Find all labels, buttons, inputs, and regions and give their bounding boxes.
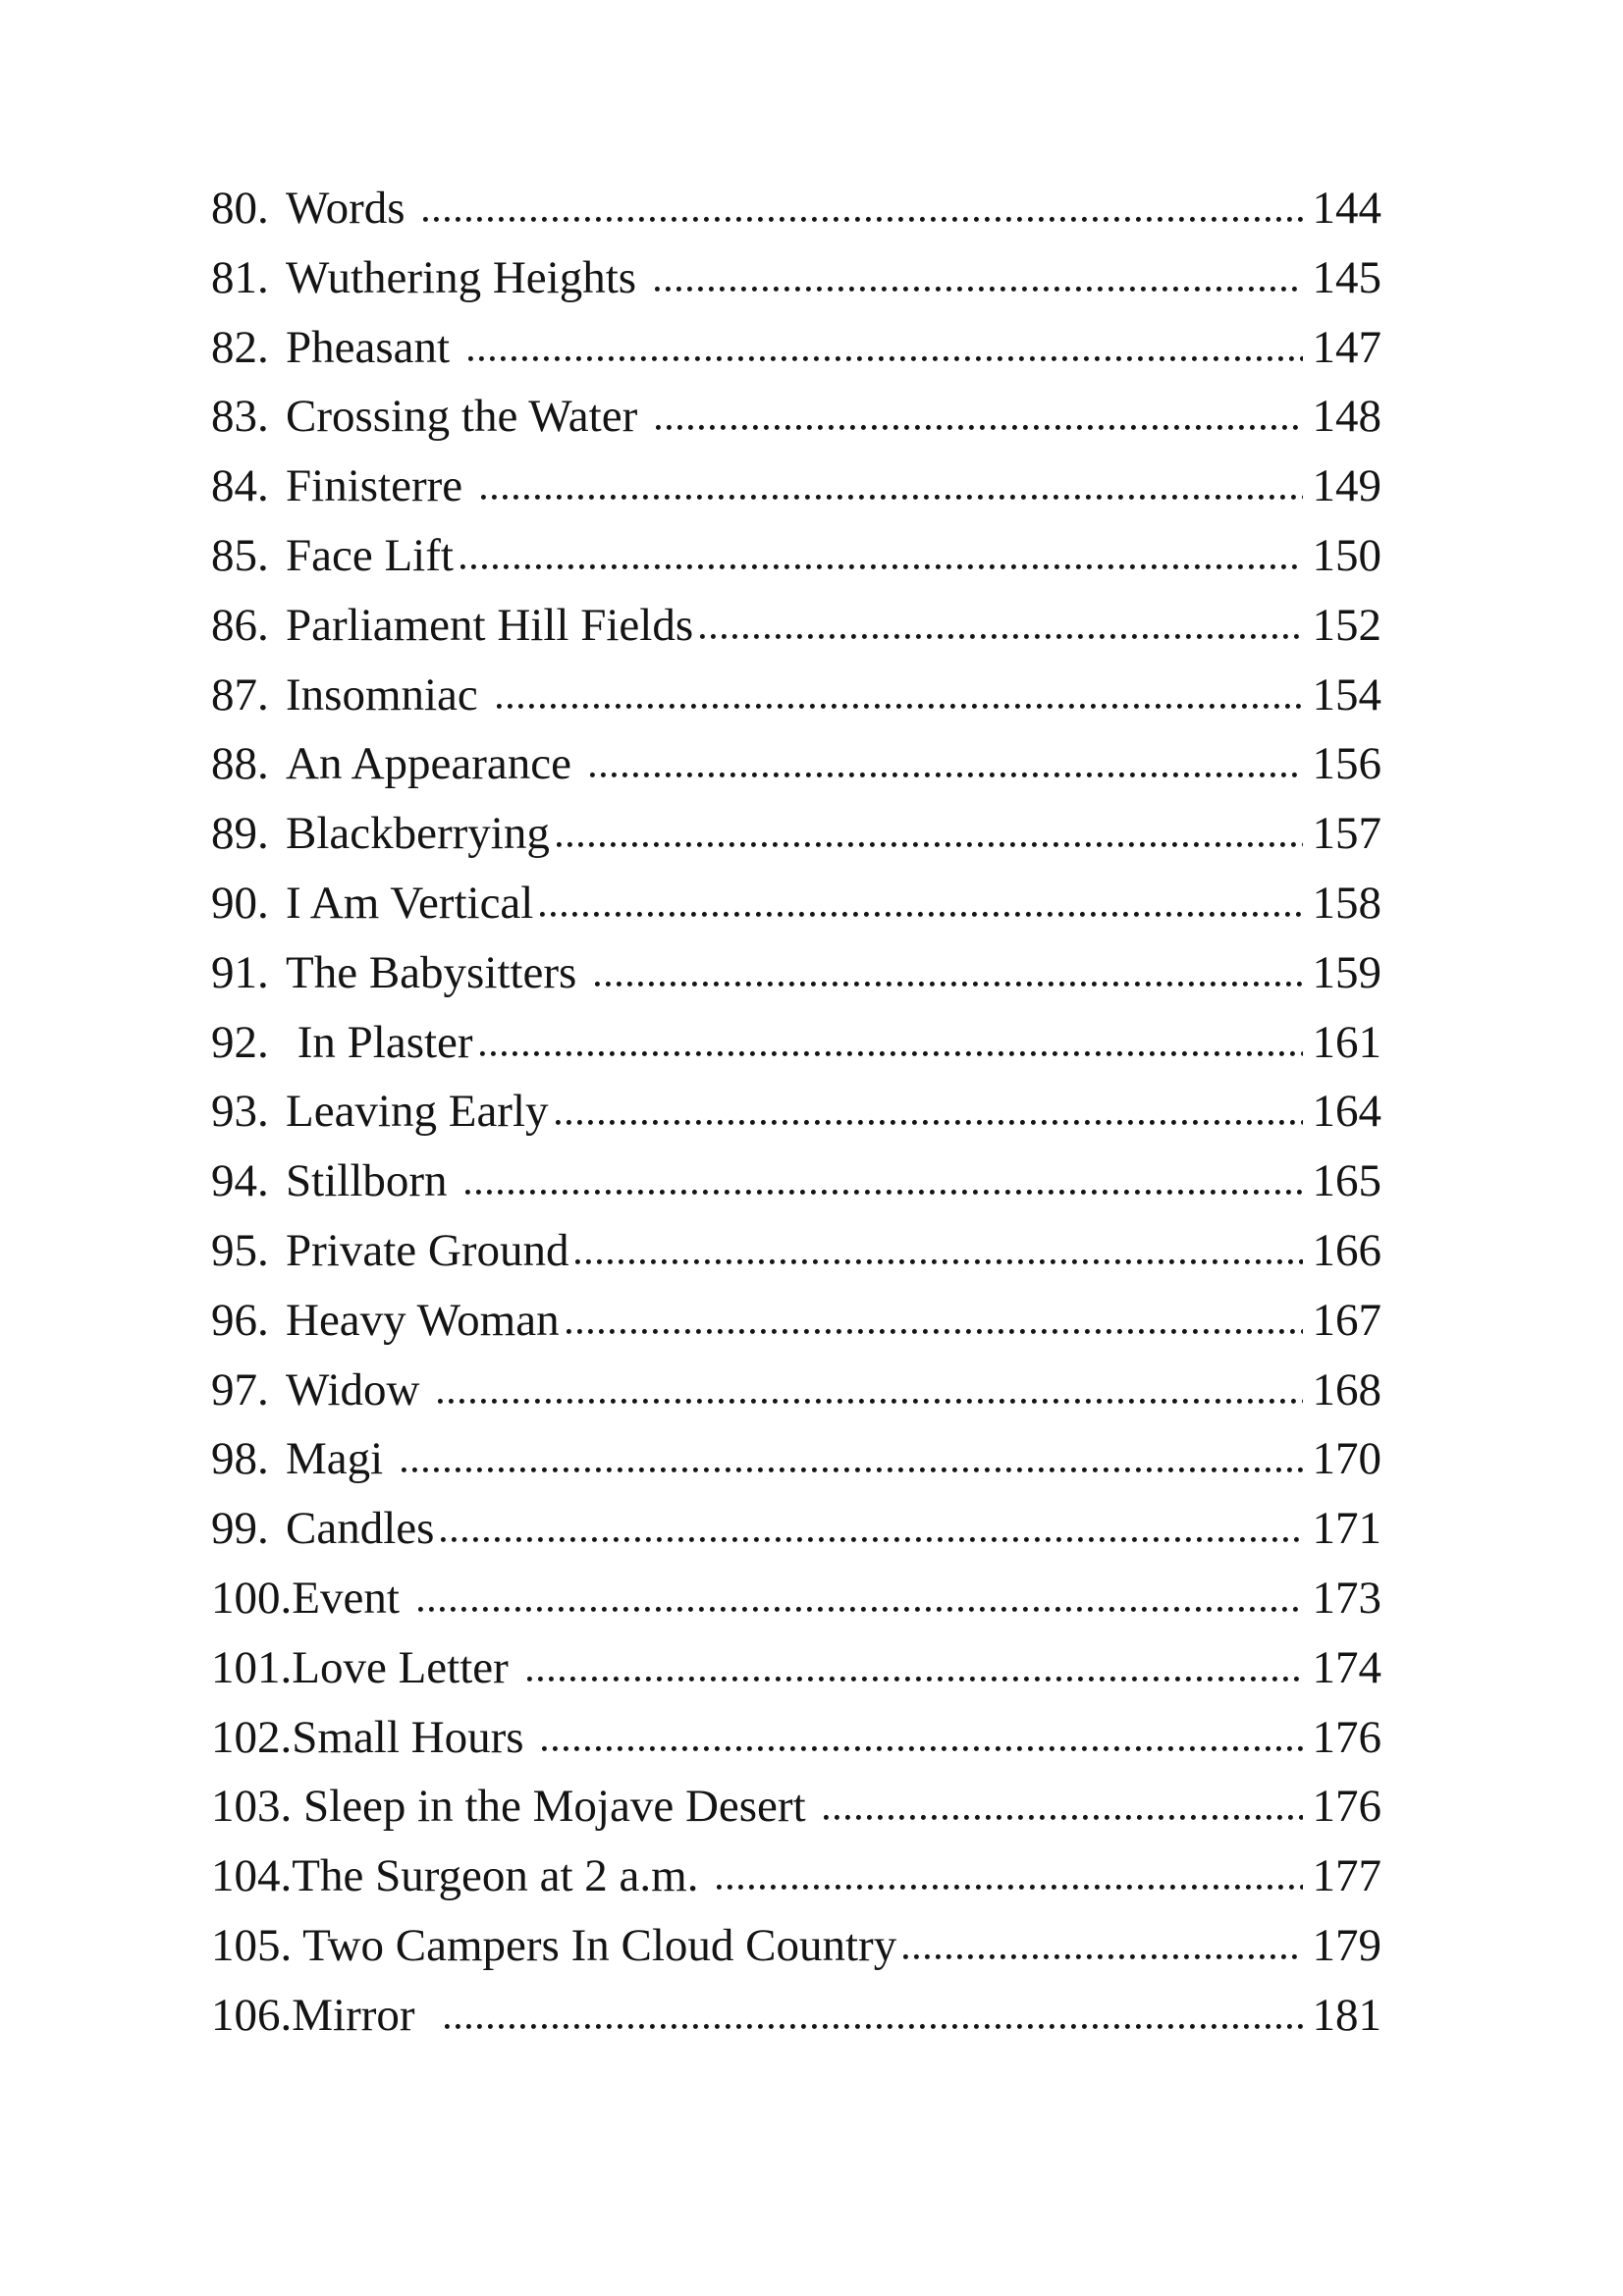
dot-leader: [402, 1467, 1303, 1473]
toc-entry: [211, 1356, 1381, 1425]
dot-leader: [595, 981, 1302, 988]
toc-entry-page: 144: [1312, 183, 1381, 234]
toc-entry-number: 97.: [211, 1363, 269, 1415]
dot-leader: [480, 1050, 1303, 1057]
toc-entry-number: 99.: [211, 1503, 269, 1555]
dot-leader: [903, 1953, 1302, 1960]
toc-entry-title: The Surgeon at 2 a.m.: [292, 1850, 711, 1902]
toc-entry-page: 148: [1312, 391, 1381, 443]
toc-entry-title: Magi: [286, 1433, 395, 1485]
toc-entry-number: 89.: [211, 808, 269, 860]
toc-entry-title: Leaving Early: [286, 1086, 549, 1138]
dot-leader: [497, 703, 1303, 710]
toc-entry: [211, 1008, 1381, 1078]
toc-entry: [211, 1147, 1381, 1216]
toc-entry-page: 173: [1312, 1572, 1381, 1624]
toc-entry-title: Pheasant: [286, 321, 461, 373]
toc-entry: [211, 452, 1381, 521]
table-of-contents: [211, 174, 1381, 2051]
toc-entry-number: 100.: [211, 1572, 293, 1624]
toc-entry-title: An Appearance: [286, 738, 583, 790]
toc-entry-page: 154: [1312, 668, 1381, 721]
dot-leader: [441, 1536, 1302, 1543]
toc-entry-title: Sleep in the Mojave Desert: [292, 1781, 818, 1833]
toc-entry-number: 86.: [211, 599, 269, 651]
toc-entry-title: Wuthering Heights: [286, 251, 648, 303]
toc-entry-number: 85.: [211, 529, 269, 581]
toc-entry-page: 170: [1312, 1433, 1381, 1485]
toc-entry-page: 171: [1312, 1503, 1381, 1555]
dot-leader: [556, 1119, 1303, 1126]
toc-entry-number: 90.: [211, 877, 269, 929]
toc-entry-title: I Am Vertical: [286, 877, 534, 929]
toc-entry: [211, 591, 1381, 661]
dot-leader: [465, 1189, 1302, 1196]
toc-entry-number: 95.: [211, 1224, 269, 1276]
toc-entry: [211, 1286, 1381, 1356]
dot-leader: [445, 2023, 1302, 2030]
toc-entry-number: 84.: [211, 460, 269, 512]
toc-entry-title: Finisterre: [286, 460, 474, 512]
dot-leader: [527, 1676, 1303, 1682]
toc-entry-page: 145: [1312, 251, 1381, 303]
toc-entry-title: Parliament Hill Fields: [286, 599, 694, 651]
dot-leader: [567, 1328, 1303, 1335]
toc-entry-title: Insomniac: [286, 668, 490, 721]
toc-entry: [211, 174, 1381, 243]
toc-entry-number: 91.: [211, 946, 269, 998]
toc-entry-number: 82.: [211, 321, 269, 373]
toc-entry-page: 179: [1312, 1919, 1381, 1971]
toc-entry-number: 103.: [211, 1781, 293, 1833]
toc-entry-number: 93.: [211, 1086, 269, 1138]
toc-entry: [211, 1842, 1381, 1911]
toc-entry-title: Private Ground: [286, 1224, 569, 1276]
toc-entry-page: 166: [1312, 1224, 1381, 1276]
toc-entry: [211, 521, 1381, 591]
toc-entry-page: 167: [1312, 1294, 1381, 1346]
toc-entry-page: 177: [1312, 1850, 1381, 1902]
toc-entry-title: Widow: [286, 1363, 432, 1415]
toc-entry: [211, 313, 1381, 383]
dot-leader: [540, 911, 1302, 918]
toc-entry-page: 149: [1312, 460, 1381, 512]
toc-entry-title: Mirror: [292, 1989, 439, 2041]
toc-entry-page: 181: [1312, 1989, 1381, 2041]
toc-entry: [211, 729, 1381, 799]
toc-entry: [211, 938, 1381, 1008]
toc-entry-page: 168: [1312, 1363, 1381, 1415]
toc-entry: [211, 1981, 1381, 2051]
toc-entry-number: 80.: [211, 183, 269, 234]
toc-entry-title: Crossing the Water: [286, 391, 649, 443]
toc-entry-page: 165: [1312, 1155, 1381, 1207]
toc-entry-number: 83.: [211, 391, 269, 443]
toc-entry-title: Candles: [286, 1503, 435, 1555]
toc-entry-title: Face Lift: [286, 529, 454, 581]
dot-leader: [717, 1884, 1302, 1891]
toc-entry-page: 159: [1312, 946, 1381, 998]
toc-entry: [211, 1772, 1381, 1842]
toc-entry-page: 147: [1312, 321, 1381, 373]
toc-entry-number: 88.: [211, 738, 269, 790]
toc-entry-number: 102.: [211, 1711, 293, 1763]
toc-entry: [211, 1216, 1381, 1286]
toc-entry-title: The Babysitters: [286, 946, 589, 998]
toc-entry-page: 176: [1312, 1711, 1381, 1763]
dot-leader: [824, 1814, 1302, 1821]
toc-entry: [211, 1911, 1381, 1981]
dot-leader: [418, 1606, 1303, 1613]
dot-leader: [590, 772, 1303, 778]
dot-leader: [557, 841, 1303, 848]
toc-entry-title: Heavy Woman: [286, 1294, 560, 1346]
dot-leader: [656, 424, 1303, 431]
toc-entry-title: Small Hours: [292, 1711, 536, 1763]
dot-leader: [655, 286, 1303, 293]
toc-entry-title: Words: [286, 183, 417, 234]
toc-entry-number: 104.: [211, 1850, 293, 1902]
toc-entry-number: 94.: [211, 1155, 269, 1207]
toc-entry: [211, 869, 1381, 938]
toc-entry-number: 105.: [211, 1919, 293, 1971]
toc-entry-title: Blackberrying: [286, 808, 550, 860]
toc-entry-title: Stillborn: [286, 1155, 460, 1207]
toc-entry: [211, 382, 1381, 452]
dot-leader: [575, 1258, 1302, 1265]
toc-entry-page: 174: [1312, 1641, 1381, 1693]
toc-entry-page: 150: [1312, 529, 1381, 581]
toc-entry-title: Two Campers In Cloud Country: [292, 1919, 897, 1971]
toc-entry-page: 158: [1312, 877, 1381, 929]
toc-entry-number: 106.: [211, 1989, 293, 2041]
toc-entry-page: 152: [1312, 599, 1381, 651]
toc-entry-page: 164: [1312, 1086, 1381, 1138]
toc-entry-number: 98.: [211, 1433, 269, 1485]
dot-leader: [481, 494, 1303, 501]
toc-entry: [211, 661, 1381, 730]
toc-entry-title: Event: [292, 1572, 411, 1624]
dot-leader: [438, 1398, 1302, 1405]
toc-entry-page: 176: [1312, 1781, 1381, 1833]
toc-entry-page: 161: [1312, 1016, 1381, 1068]
dot-leader: [460, 563, 1303, 570]
toc-entry: [211, 1633, 1381, 1703]
toc-entry-number: 101.: [211, 1641, 293, 1693]
dot-leader: [468, 355, 1303, 362]
dot-leader: [700, 633, 1302, 640]
toc-entry: [211, 1494, 1381, 1564]
toc-entry: [211, 799, 1381, 869]
toc-entry-title: Love Letter: [292, 1641, 520, 1693]
toc-entry-number: 92.: [211, 1016, 269, 1068]
dot-leader: [423, 216, 1302, 223]
toc-entry-number: 96.: [211, 1294, 269, 1346]
toc-entry-page: 157: [1312, 808, 1381, 860]
toc-entry: [211, 1564, 1381, 1633]
toc-entry: [211, 1703, 1381, 1773]
toc-entry-number: 87.: [211, 668, 269, 721]
toc-entry: [211, 1077, 1381, 1147]
toc-entry-page: 156: [1312, 738, 1381, 790]
toc-entry: [211, 1424, 1381, 1494]
dot-leader: [542, 1745, 1302, 1752]
toc-entry: [211, 243, 1381, 313]
toc-entry-number: 81.: [211, 251, 269, 303]
toc-entry-title: In Plaster: [286, 1016, 473, 1068]
